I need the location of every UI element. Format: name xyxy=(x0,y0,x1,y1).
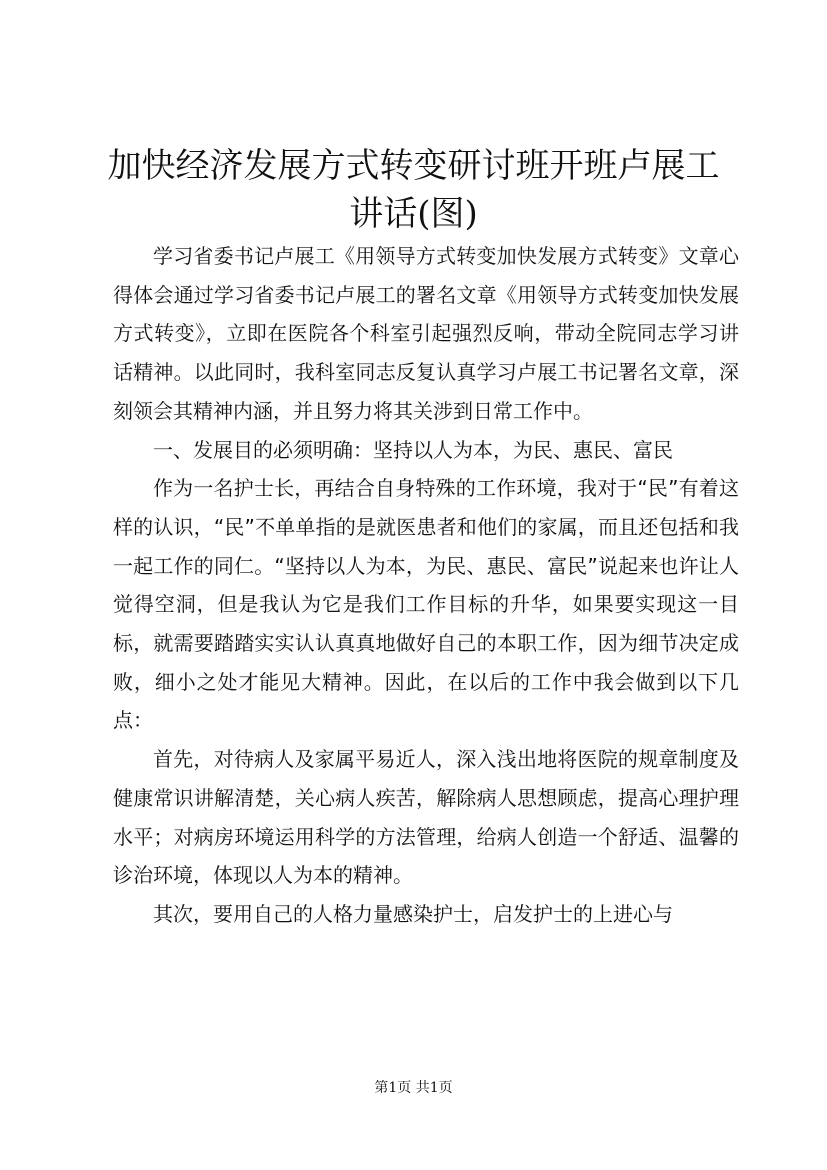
paragraph-second: 其次，要用自己的人格力量感染护士，启发护士的上进心与 xyxy=(153,901,673,926)
paragraph-section-heading: 一、发展目的必须明确：坚持以人为本，为民、惠民、富民 xyxy=(153,437,673,462)
paragraph-intro: 学习省委书记卢展工《用领导方式转变加快发展方式转变》文章心得体会通过学习省委书记卢展工的署名文章《用领导方式转变加快发展方式转变》，立即在医院各个科室引起强烈反响，带动全院同志学习讲话精神。以此同时，我科室同志反复认真学习卢展工书记署名文章，深刻领会其精神内涵，并且努力将其关涉到日常工作中。 xyxy=(113,244,739,423)
paragraph-first: 首先，对待病人及家属平易近人，深入浅出地将医院的规章制度及健康常识讲解清楚，关心病人疾苦，解除病人思想顾虑，提高心理护理水平；对病房环境运用科学的方法管理，给病人创造一个舒适、温馨的诊治环境，体现以人为本的精神。 xyxy=(113,747,739,888)
document-title: 加快经济发展方式转变研讨班开班卢展工讲话(图) xyxy=(107,146,720,234)
paragraph-role: 作为一名护士长，再结合自身特殊的工作环境，我对于“民”有着这样的认识，“民”不单单指的是就医患者和他们的家属，而且还包括和我一起工作的同仁。“坚持以人为本，为民、惠民、富民”说起来也许让人觉得空洞，但是我认为它是我们工作目标的升华，如果要实现这一目标，就需要踏踏实实认认真真地做好自己的本职工作，因为细节决定成败，细小之处才能见大精神。因此，在以后的工作中我会做到以下几点： xyxy=(113,476,739,733)
page-number-footer: 第1页 共1页 xyxy=(374,1080,453,1096)
document-body xyxy=(113,237,739,934)
